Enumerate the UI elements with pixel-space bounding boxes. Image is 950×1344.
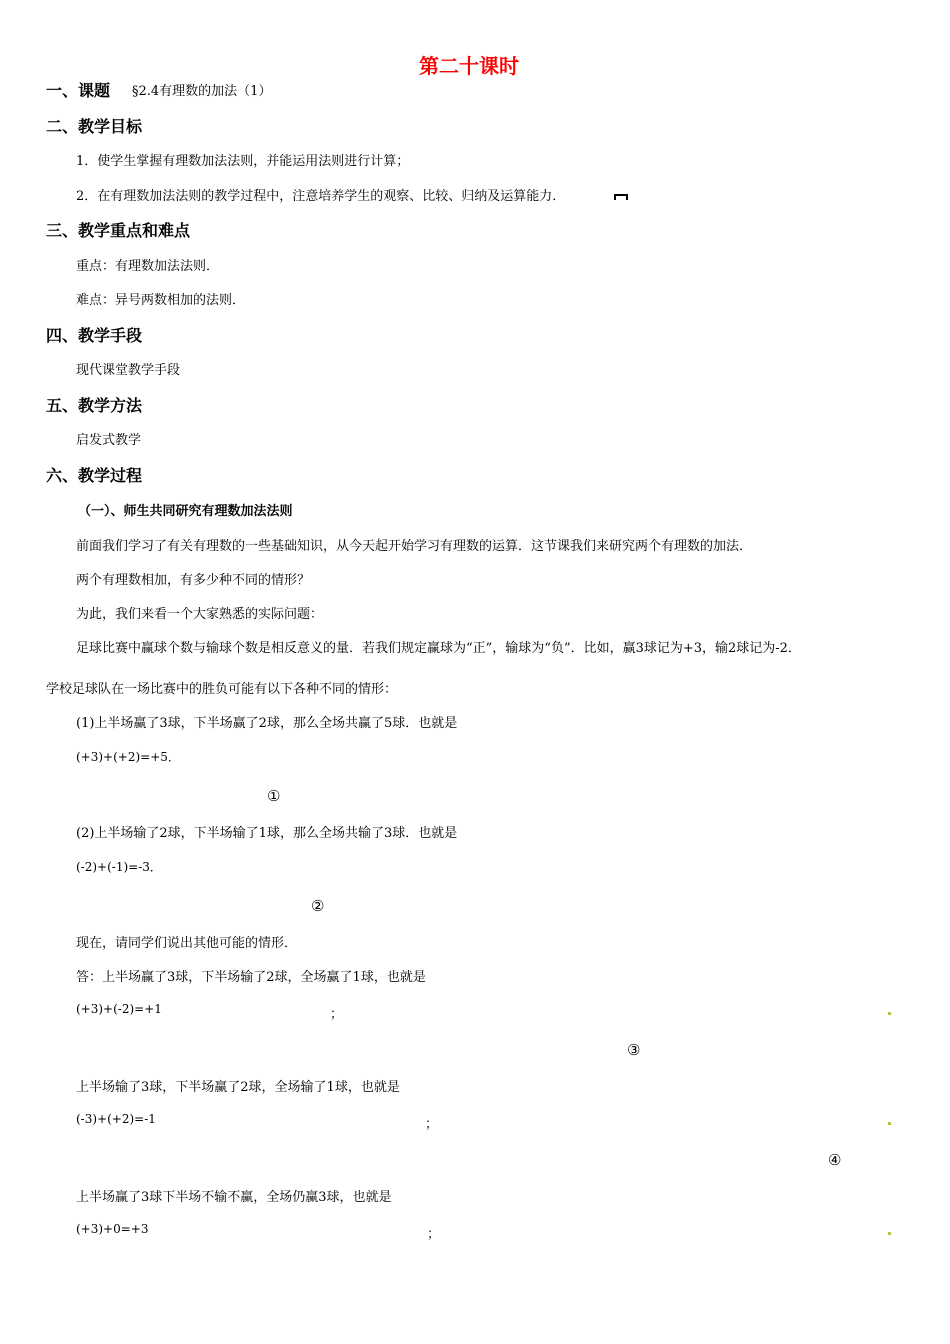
case-text: (1)上半场赢了3球，下半场赢了2球，那么全场共赢了5球．也就是 (76, 716, 458, 731)
difficult-point: 难点：异号两数相加的法则． (76, 293, 246, 308)
semicolon: ； (427, 1227, 441, 1242)
section-process-heading: 六、教学过程 (46, 466, 143, 485)
equation-mark: ① (267, 787, 281, 805)
paragraph: 前面我们学习了有关有理数的一些基础知识，从今天起开始学习有理数的运算．这节课我们来研究两个有理数的加法． (76, 539, 753, 554)
paragraph: 两个有理数相加，有多少种不同的情形？ (76, 573, 311, 588)
paragraph: 为此，我们来看一个大家熟悉的实际问题： (76, 607, 324, 622)
dot-mark (888, 1232, 891, 1235)
case-text: 上半场赢了3球下半场不输不赢，全场仍赢3球，也就是 (76, 1190, 392, 1205)
case-text: 上半场输了3球，下半场赢了2球，全场输了1球，也就是 (76, 1080, 400, 1095)
equation-mark: ③ (627, 1041, 641, 1059)
section-keypoints-heading: 三、教学重点和难点 (46, 221, 191, 240)
equation: (+3)+0=+3 (76, 1222, 149, 1236)
paragraph: 足球比赛中赢球个数与输球个数是相反意义的量．若我们规定赢球为“正”，输球为“负”．比如，赢3球记为+3，输2球记为-2． (76, 641, 801, 656)
case-text: 答：上半场赢了3球，下半场输了2球，全场赢了1球，也就是 (76, 970, 426, 985)
goal-item: 2．在有理数加法法则的教学过程中，注意培养学生的观察、比较、归纳及运算能力． (76, 189, 566, 204)
goal-item: 1．使学生掌握有理数加法法则，并能运用法则进行计算； (76, 154, 410, 169)
dot-mark (888, 1122, 891, 1125)
section-means-heading: 四、教学手段 (46, 326, 143, 345)
semicolon: ； (425, 1117, 439, 1132)
page-title: 第二十课时 (419, 54, 519, 78)
process-subheading: （一）、师生共同研究有理数加法法则 (78, 504, 293, 519)
equation: (+3)+(-2)=+1 (76, 1002, 162, 1016)
dot-mark (888, 1012, 891, 1015)
bracket-icon (614, 194, 628, 200)
paragraph: 学校足球队在一场比赛中的胜负可能有以下各种不同的情形： (46, 682, 398, 697)
method-text: 启发式教学 (76, 433, 142, 448)
equation: (+3)+(+2)=+5． (76, 750, 180, 764)
equation: (-3)+(+2)=-1 (76, 1112, 156, 1126)
semicolon: ； (330, 1007, 344, 1022)
topic-text: §2.4有理数的加法（1） (132, 84, 272, 99)
equation: (-2)+(-1)=-3． (76, 860, 162, 874)
equation-mark: ② (311, 897, 325, 915)
section-topic-heading: 一、课题 (46, 81, 111, 100)
section-goals-heading: 二、教学目标 (46, 117, 143, 136)
key-point: 重点：有理数加法法则． (76, 259, 220, 274)
equation-mark: ④ (828, 1151, 842, 1169)
section-method-heading: 五、教学方法 (46, 396, 143, 415)
prompt-text: 现在，请同学们说出其他可能的情形． (76, 936, 298, 951)
case-text: (2)上半场输了2球，下半场输了1球，那么全场共输了3球．也就是 (76, 826, 458, 841)
means-text: 现代课堂教学手段 (76, 363, 181, 378)
